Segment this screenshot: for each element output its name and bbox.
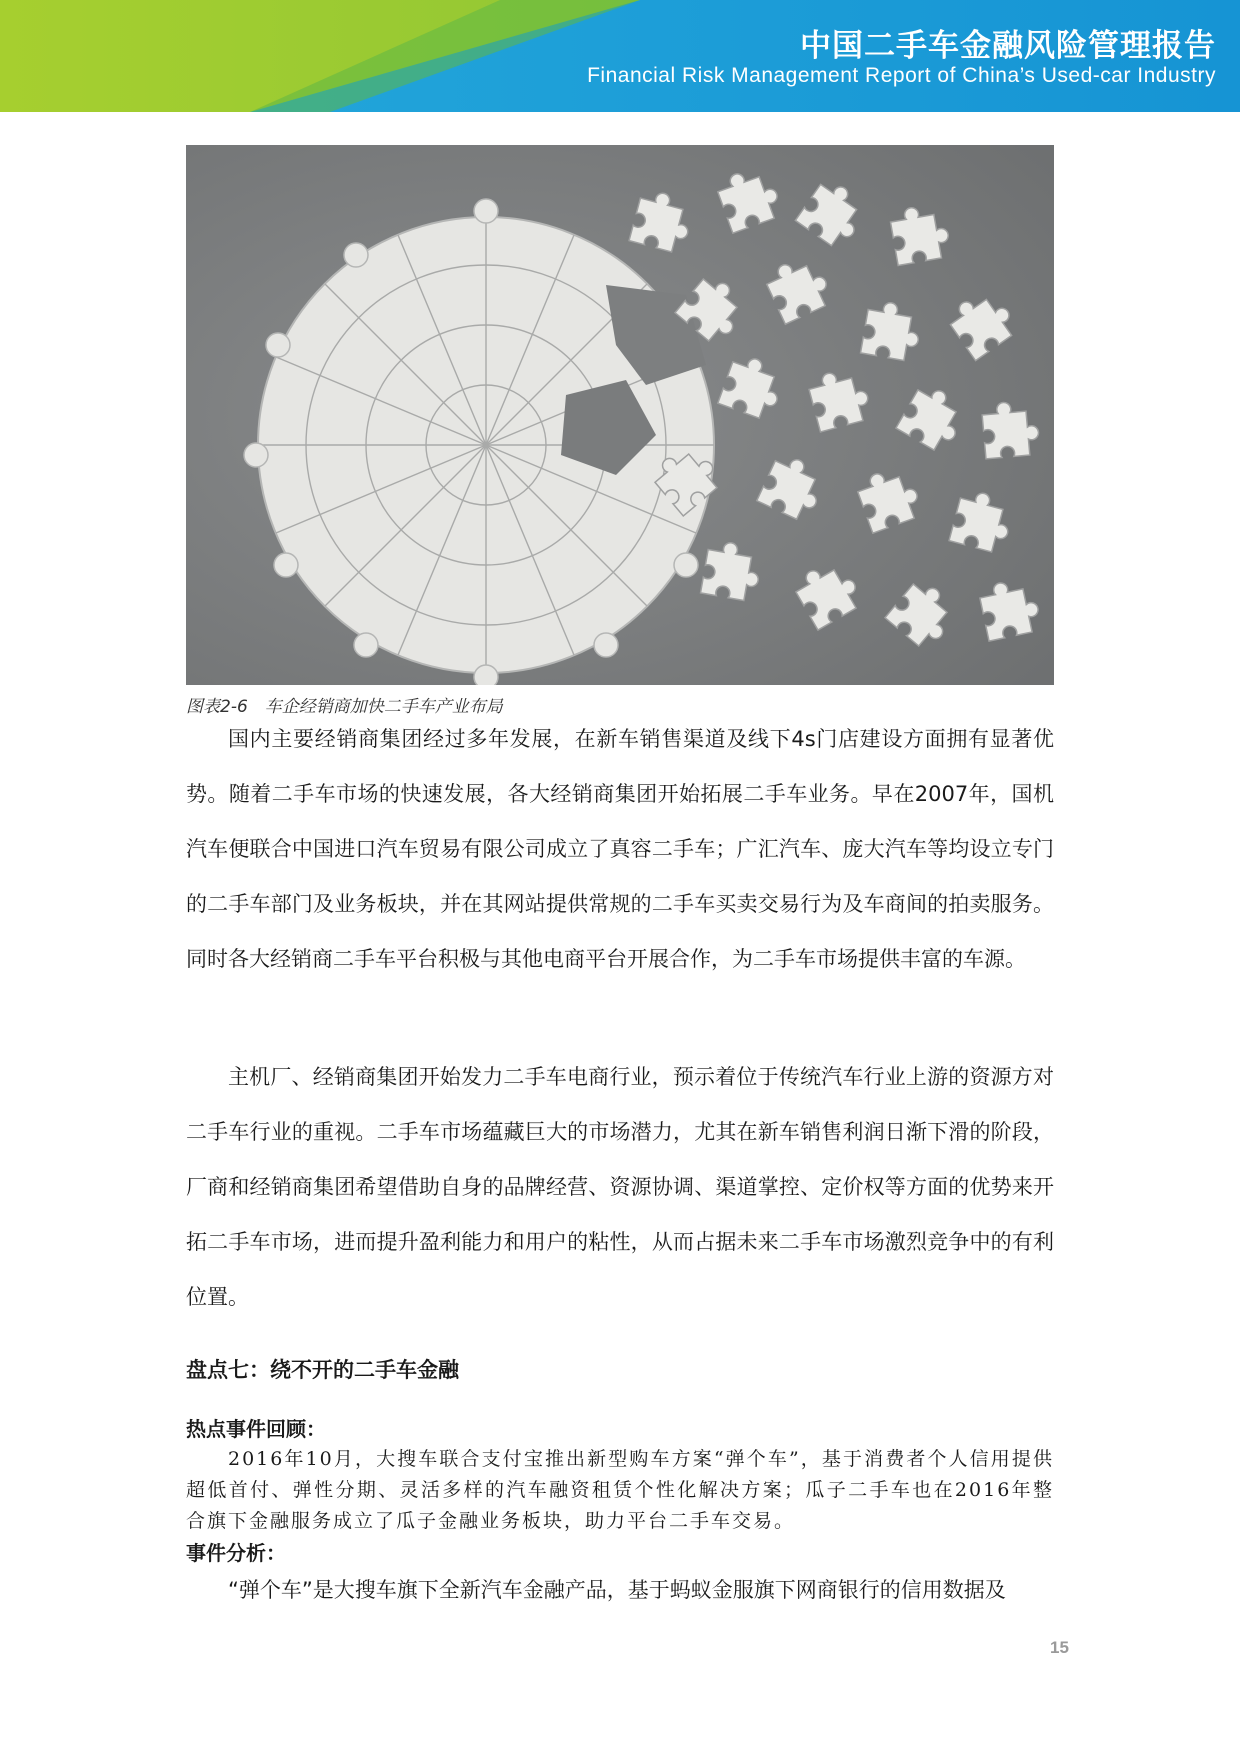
report-title-cn: 中国二手车金融风险管理报告 xyxy=(800,28,1216,64)
event-analysis-block xyxy=(186,1563,1054,1618)
paragraph-2-text: 主机厂、经销商集团开始发力二手车电商行业，预示着位于传统汽车行业上游的资源方对二手车行业的重视。二手车市场蕴藏巨大的市场潜力，尤其在新车销售利润日渐下滑的阶段，厂商和经销商集团希望借助自身的品牌经营、资源协调、渠道掌控、定价权等方面的优势来开拓二手车市场，进而提升盈利能力和用户的粘性，从而占据未来二手车市场激烈竞争中的有利位置。 xyxy=(186,1065,1054,1309)
paragraph-1 xyxy=(186,712,1054,987)
hot-event-label: 热点事件回顾： xyxy=(186,1417,326,1441)
event-analysis-text: “弹个车”是大搜车旗下全新汽车金融产品，基于蚂蚁金服旗下网商银行的信用数据及 xyxy=(228,1578,1006,1602)
paragraph-2 xyxy=(186,1050,1054,1325)
page-header xyxy=(0,0,1240,112)
hot-event-text-block xyxy=(186,1444,1054,1537)
jigsaw-puzzle-icon xyxy=(186,145,1054,685)
report-title-en: Financial Risk Management Report of China’s Used-car Industry xyxy=(587,64,1216,87)
figure-caption: 图表2-6 车企经销商加快二手车产业布局 xyxy=(186,697,503,717)
hot-event-text: 2016年10月，大搜车联合支付宝推出新型购车方案“弹个车”，基于消费者个人信用提供超低首付、弹性分期、灵活多样的汽车融资租赁个性化解决方案；瓜子二手车也在2016年整合旗下金融服务成立了瓜子金融业务板块，助力平台二手车交易。 xyxy=(186,1448,1054,1532)
event-analysis-label: 事件分析： xyxy=(186,1541,286,1565)
section-title: 盘点七：绕不开的二手车金融 xyxy=(186,1358,459,1382)
paragraph-1-text: 国内主要经销商集团经过多年发展，在新车销售渠道及线下4s门店建设方面拥有显著优势。随着二手车市场的快速发展，各大经销商集团开始拓展二手车业务。早在2007年，国机汽车便联合中国进口汽车贸易有限公司成立了真容二手车；广汇汽车、庞大汽车等均设立专门的二手车部门及业务板块，并在其网站提供常规的二手车买卖交易行为及车商间的拍卖服务。同时各大经销商二手车平台积极与其他电商平台开展合作，为二手车市场提供丰富的车源。 xyxy=(186,727,1054,971)
page-number: 15 xyxy=(1050,1638,1069,1657)
jigsaw-puzzle-photo xyxy=(186,145,1054,685)
